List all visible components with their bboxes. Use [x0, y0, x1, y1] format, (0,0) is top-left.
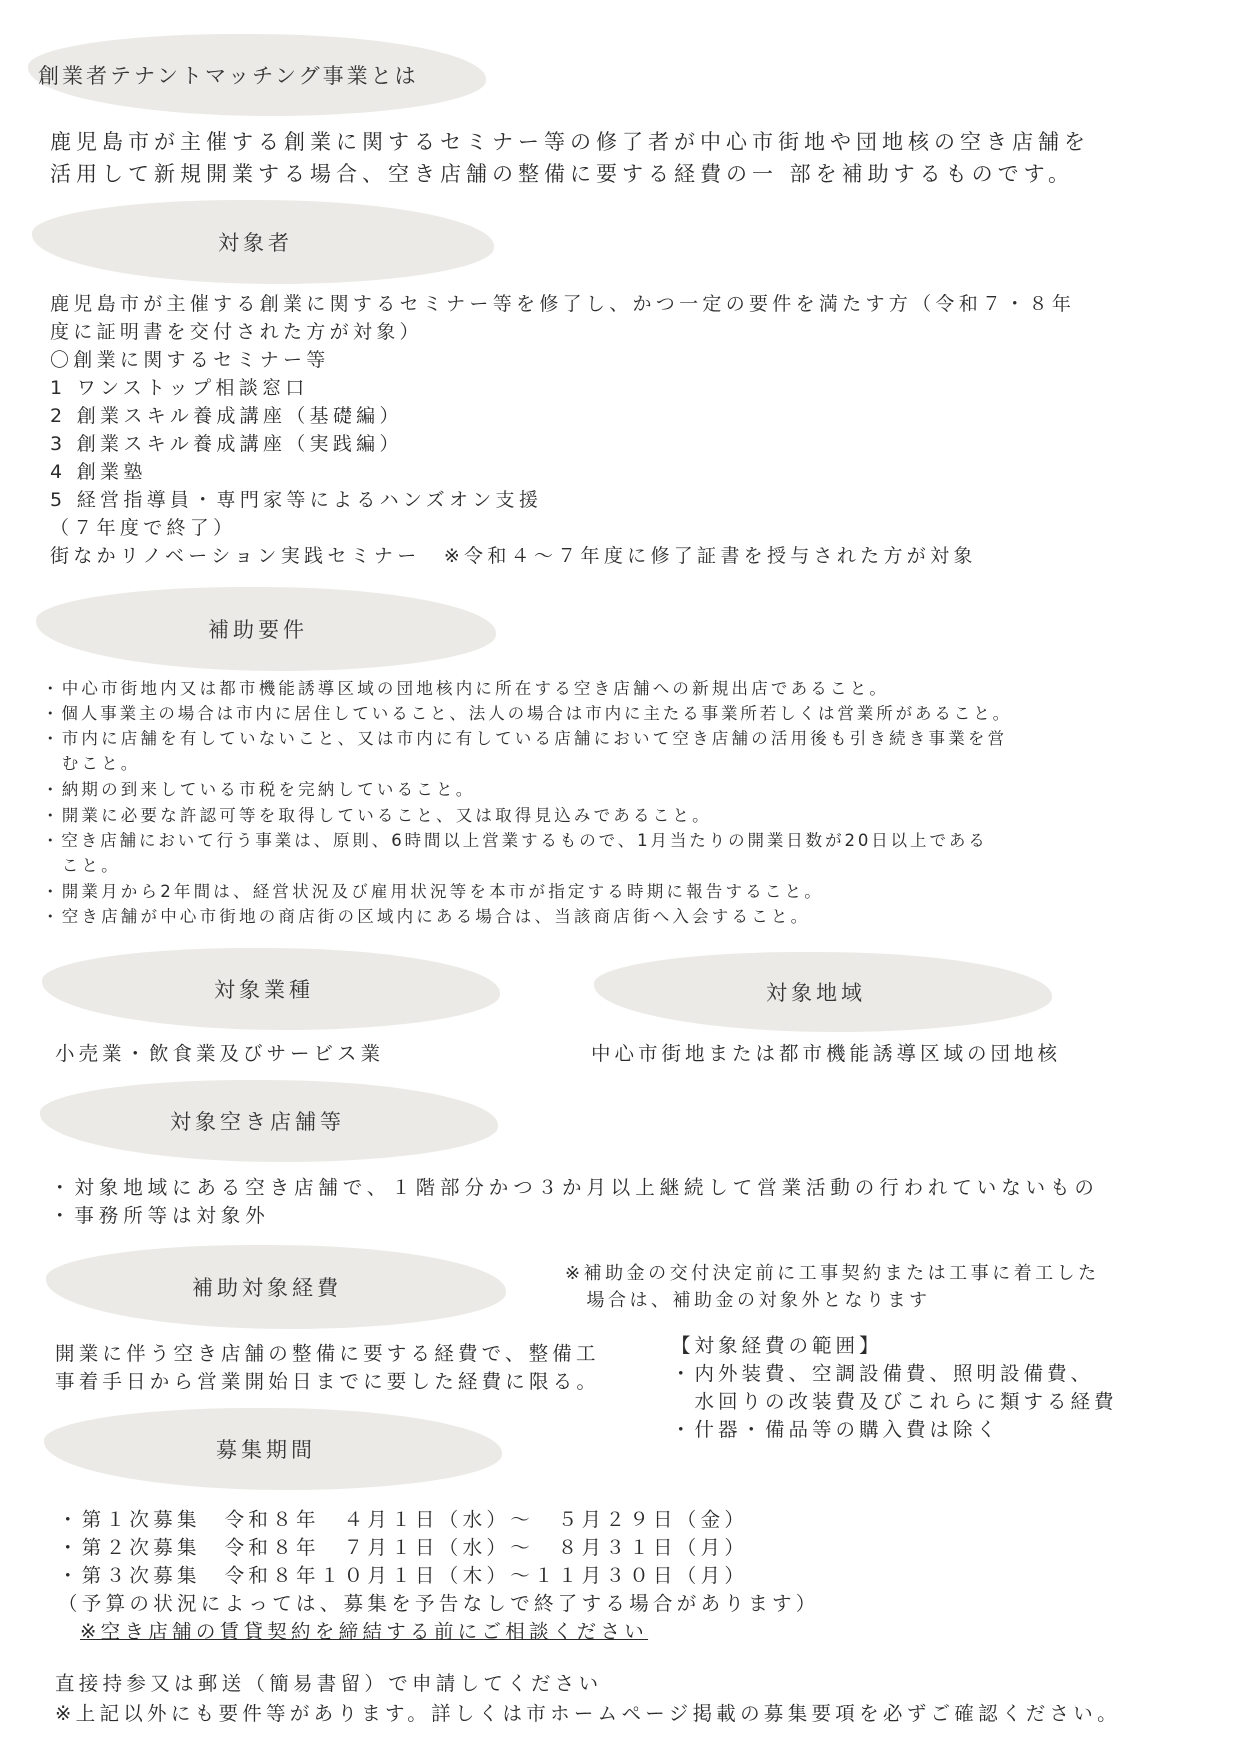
target-heading: 対象者 — [218, 231, 293, 255]
period-heading-banner — [44, 1408, 502, 1490]
area-text: 中心市街地または都市機能誘導区域の団地核 — [591, 1042, 1062, 1065]
requirement-item: ・市内に店舗を有していないこと、又は市内に有している店舗において空き店舗の活用後も引き続き事業を営 — [42, 729, 1008, 748]
area-heading: 対象地域 — [766, 981, 866, 1005]
period-line: ・第３次募集 令和８年１０月１日（木）～１１月３０日（月） — [58, 1564, 749, 1587]
requirements-heading-banner — [36, 587, 496, 671]
target-line: 度に証明書を交付された方が対象） — [50, 321, 423, 343]
expenses-scope: 【対象経費の範囲】 — [671, 1334, 883, 1357]
stores-line: ・事務所等は対象外 — [50, 1204, 270, 1227]
requirement-item: ・個人事業主の場合は市内に居住していること、法人の場合は市内に主たる事業所若しくは営業所があること。 — [42, 704, 1012, 723]
target-line: 3 創業スキル養成講座（実践編） — [50, 433, 403, 455]
target-heading-banner — [32, 200, 494, 284]
target-line: （７年度で終了） — [50, 517, 237, 539]
requirement-item: ・空き店舗において行う事業は、原則、6時間以上営業するもので、1月当たりの開業日数が20日以上である — [42, 831, 988, 850]
area-heading-banner — [594, 952, 1052, 1032]
period-line: ・第２次募集 令和８年 ７月１日（水）～ ８月３１日（月） — [58, 1536, 749, 1559]
target-line: 鹿児島市が主催する創業に関するセミナー等を修了し、かつ一定の要件を満たす方（令和７・８年 — [50, 293, 1076, 315]
period-line: ・第１次募集 令和８年 ４月１日（水）～ ５月２９日（金） — [58, 1508, 749, 1531]
stores-heading: 対象空き店舗等 — [170, 1110, 345, 1134]
expenses-scope: ・内外装費、空調設備費、照明設備費、 — [671, 1362, 1095, 1385]
intro-heading-banner — [28, 34, 486, 116]
period-line: （予算の状況によっては、募集を予告なしで終了する場合があります） — [58, 1592, 820, 1615]
target-line: 1 ワンストップ相談窓口 — [50, 377, 309, 399]
requirement-item: ・納期の到来している市税を完納していること。 — [42, 780, 476, 799]
requirements-heading: 補助要件 — [208, 618, 308, 642]
expenses-line: 開業に伴う空き店舗の整備に要する経費で、整備工 — [55, 1342, 600, 1365]
footer-line: 直接持参又は郵送（簡易書留）で申請してください — [55, 1672, 603, 1695]
requirement-item: こと。 — [42, 856, 121, 875]
requirement-item: ・開業月から2年間は、経営状況及び雇用状況等を本市が指定する時期に報告すること。 — [42, 882, 824, 901]
requirement-item: むこと。 — [42, 754, 141, 773]
requirement-item: ・中心市街地内又は都市機能誘導区域の団地核内に所在する空き店舗への新規出店であること。 — [42, 679, 890, 698]
expenses-scope: 水回りの改装費及びこれらに類する経費 — [671, 1390, 1118, 1413]
target-line: 2 創業スキル養成講座（基礎編） — [50, 405, 403, 427]
intro-line: 鹿児島市が主催する創業に関するセミナー等の修了者が中心市街地や団地核の空き店舗を — [50, 130, 1090, 154]
target-line: 5 経営指導員・専門家等によるハンズオン支援 — [50, 489, 543, 511]
stores-heading-banner — [40, 1080, 498, 1162]
target-line: 街なかリノベーション実践セミナー ※令和４～７年度に修了証書を授与された方が対象 — [50, 545, 977, 567]
period-heading: 募集期間 — [216, 1438, 316, 1462]
industry-heading: 対象業種 — [214, 978, 314, 1002]
requirement-item: ・開業に必要な許認可等を取得していること、又は取得見込みであること。 — [42, 806, 712, 825]
expenses-heading-banner — [46, 1245, 506, 1329]
target-line: 4 創業塾 — [50, 461, 147, 483]
footer-line: ※上記以外にも要件等があります。詳しくは市ホームページ掲載の募集要項を必ずご確認ください。 — [55, 1702, 1121, 1725]
requirement-item: ・空き店舗が中心市街地の商店街の区域内にある場合は、当該商店街へ入会すること。 — [42, 907, 811, 926]
target-line: 〇創業に関するセミナー等 — [50, 349, 330, 371]
expenses-heading: 補助対象経費 — [192, 1276, 342, 1300]
period-underline-note: ※空き店舗の賃貸契約を締結する前にご相談ください — [80, 1620, 649, 1643]
industry-text: 小売業・飲食業及びサービス業 — [55, 1042, 385, 1065]
expenses-note: ※補助金の交付決定前に工事契約または工事に着工した — [565, 1263, 1100, 1284]
expenses-note: 場合は、補助金の対象外となります — [565, 1290, 931, 1311]
industry-heading-banner — [42, 948, 500, 1030]
intro-heading: 創業者テナントマッチング事業とは — [38, 64, 419, 88]
intro-line: 活用して新規開業する場合、空き店舗の整備に要する経費の一 部を補助するものです。 — [50, 162, 1074, 186]
expenses-line: 事着手日から営業開始日までに要した経費に限る。 — [55, 1370, 601, 1393]
stores-line: ・対象地域にある空き店舗で、１階部分かつ３か月以上継続して営業活動の行われていないもの — [50, 1176, 1099, 1199]
expenses-scope: ・什器・備品等の購入費は除く — [671, 1418, 1001, 1441]
